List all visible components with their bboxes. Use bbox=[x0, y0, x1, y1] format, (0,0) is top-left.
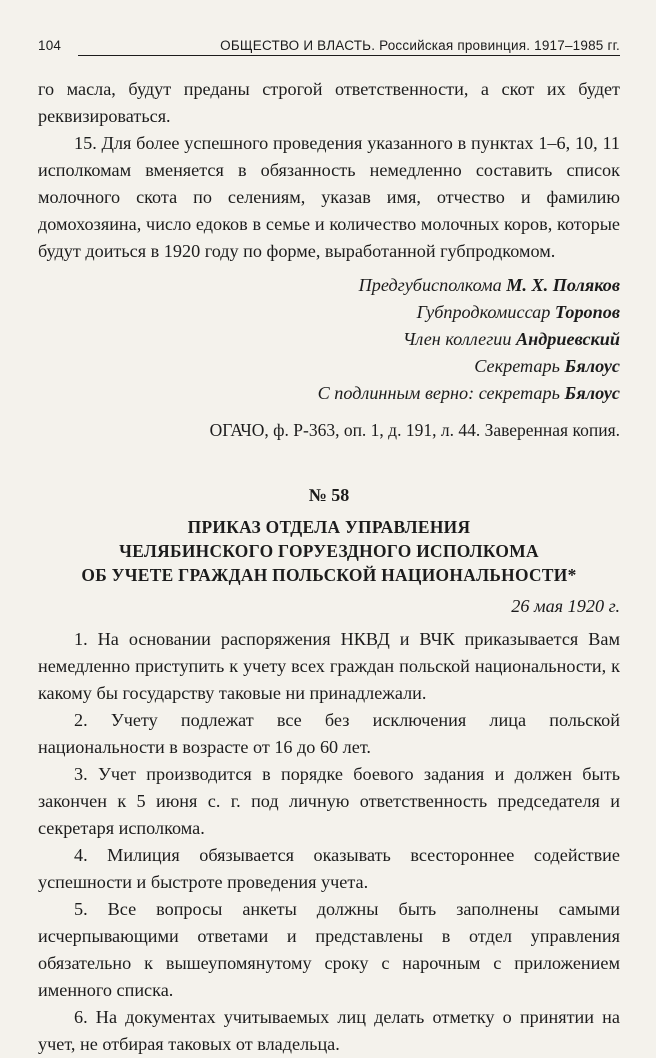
document-title-line: ОБ УЧЕТЕ ГРАЖДАН ПОЛЬСКОЙ НАЦИОНАЛЬНОСТИ* bbox=[81, 565, 577, 585]
signature-role: Губпродкомиссар bbox=[416, 302, 551, 322]
signature-line bbox=[38, 380, 620, 407]
document-number: № 58 bbox=[308, 485, 350, 505]
signature-role: Секретарь bbox=[474, 356, 560, 376]
signature-line bbox=[38, 353, 620, 380]
signature-line bbox=[38, 299, 620, 326]
page-number: 104 bbox=[38, 38, 62, 53]
signature-name: Бялоус bbox=[564, 356, 620, 376]
signature-role: Предгубисполкома bbox=[358, 275, 502, 295]
clause-15: 15. Для более успешного проведения указанного в пунктах 1–6, 10, 11 исполкомам вменяется в обязанность немедленно составить список молочного скота по селениям, указав имя, отчество и фамилию домохозяина, число едоков в семье и количество молочных коров, которые будут доиться в 1920 году по форме, выработанной губпродкомом. bbox=[38, 133, 620, 261]
signature-line bbox=[38, 326, 620, 353]
order-paragraph-6: 6. На документах учитываемых лиц делать отметку о принятии на учет, не отбирая таковых от владельца. bbox=[38, 1007, 620, 1054]
order-paragraph-2: 2. Учету подлежат все без исключения лица польской национальности в возрасте от 16 до 60 лет. bbox=[38, 710, 620, 757]
running-title: ОБЩЕСТВО И ВЛАСТЬ. Российская провинция. 1917–1985 гг. bbox=[220, 38, 620, 53]
signature-line bbox=[38, 272, 620, 299]
signature-name: М. Х. Поляков bbox=[506, 275, 620, 295]
order-paragraph-1: 1. На основании распоряжения НКВД и ВЧК приказывается Вам немедленно приступить к учету всех граждан польской национальности, к какому бы государству таковые ни принадлежали. bbox=[38, 629, 620, 703]
signature-name: Бялоус bbox=[564, 383, 620, 403]
signature-role: Член коллегии bbox=[402, 329, 512, 349]
document-title bbox=[38, 515, 620, 587]
page-body bbox=[38, 76, 620, 1058]
continuation-paragraph: го масла, будут преданы строгой ответственности, а скот их будет реквизироваться. bbox=[38, 79, 620, 126]
order-paragraph-5: 5. Все вопросы анкеты должны быть заполнены самыми исчерпывающими ответами и представлены в отдел управления обязательно к вышеупомянутому сроку с нарочным с приложением именного списка. bbox=[38, 899, 620, 1000]
document-date: 26 мая 1920 г. bbox=[511, 596, 620, 616]
signature-name: Андриевский bbox=[516, 329, 620, 349]
document-title-line: ПРИКАЗ ОТДЕЛА УПРАВЛЕНИЯ bbox=[187, 517, 471, 537]
document-title-line: ЧЕЛЯБИНСКОГО ГОРУЕЗДНОГО ИСПОЛКОМА bbox=[119, 541, 539, 561]
order-paragraph-4: 4. Милиция обязывается оказывать всестороннее содействие успешности и быстроте проведения учета. bbox=[38, 845, 620, 892]
signature-role: С подлинным верно: секретарь bbox=[317, 383, 560, 403]
header-rule bbox=[78, 55, 620, 56]
signature-name: Торопов bbox=[554, 302, 620, 322]
order-paragraph-3: 3. Учет производится в порядке боевого задания и должен быть закончен к 5 июня с. г. под личную ответственность председателя и секретаря исполкома. bbox=[38, 764, 620, 838]
signature-block bbox=[38, 272, 620, 407]
running-header bbox=[38, 38, 620, 60]
archive-reference: ОГАЧО, ф. Р-363, оп. 1, д. 191, л. 44. Заверенная копия. bbox=[209, 420, 620, 440]
